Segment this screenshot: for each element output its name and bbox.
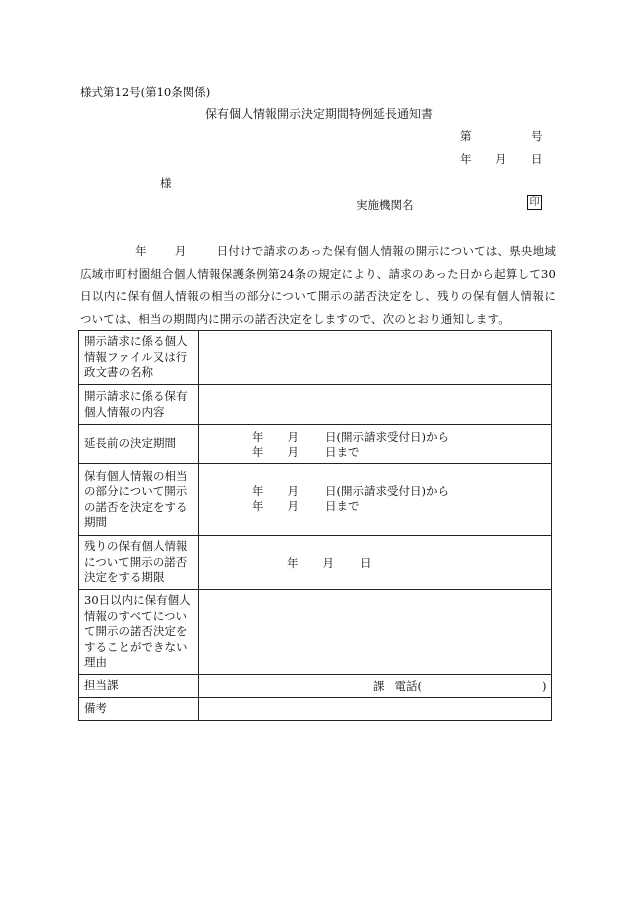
table-row bbox=[79, 464, 552, 536]
partial-period-label: 保有個人情報の相当の部分について開示の諾否を決定をする期間 bbox=[79, 464, 199, 536]
original-period-value[interactable] bbox=[199, 425, 552, 464]
body-month-label: 月 bbox=[174, 244, 187, 258]
table-row bbox=[79, 675, 552, 698]
remaining-deadline-value[interactable] bbox=[199, 536, 552, 590]
form-number: 様式第12号(第10条関係) bbox=[80, 85, 211, 99]
reason-value[interactable] bbox=[199, 590, 552, 675]
number-suffix: 号 bbox=[531, 129, 543, 143]
year-label: 年 bbox=[252, 484, 264, 498]
table-row bbox=[79, 385, 552, 425]
day-from-label: 日(開示請求受付日)から bbox=[325, 484, 449, 498]
day-until-label: 日まで bbox=[325, 445, 360, 459]
month-label: 月 bbox=[287, 445, 299, 459]
table-row bbox=[79, 698, 552, 721]
notice-body bbox=[80, 240, 556, 331]
info-content-label: 開示請求に係る保有個人情報の内容 bbox=[79, 385, 199, 425]
month-label: 月 bbox=[287, 484, 299, 498]
date-year-label: 年 bbox=[460, 152, 472, 166]
day-label: 日 bbox=[360, 555, 372, 570]
table-row bbox=[79, 590, 552, 675]
date-month-label: 月 bbox=[495, 152, 507, 166]
day-from-label: 日(開示請求受付日)から bbox=[325, 430, 449, 444]
table-row bbox=[79, 425, 552, 464]
agency-name-label: 実施機関名 bbox=[356, 198, 414, 212]
month-label: 月 bbox=[287, 430, 299, 444]
date-day-label: 日 bbox=[531, 152, 543, 166]
month-label: 月 bbox=[287, 499, 299, 513]
remarks-value[interactable] bbox=[199, 698, 552, 721]
reason-label: 30日以内に保有個人情報のすべてについて開示の諾否決定をすることができない理由 bbox=[79, 590, 199, 675]
file-name-label: 開示請求に係る個人情報ファイル又は行政文書の名称 bbox=[79, 331, 199, 385]
addressee-suffix: 様 bbox=[160, 176, 172, 190]
phone-close-paren: ) bbox=[542, 679, 547, 693]
seal-mark: 印 bbox=[527, 195, 542, 210]
table-row bbox=[79, 536, 552, 590]
year-label: 年 bbox=[287, 555, 299, 570]
department-value[interactable] bbox=[199, 675, 552, 698]
file-name-value[interactable] bbox=[199, 331, 552, 385]
day-until-label: 日まで bbox=[325, 499, 360, 513]
department-suffix: 課 bbox=[373, 679, 385, 693]
remarks-label: 備考 bbox=[79, 698, 199, 721]
table-row bbox=[79, 331, 552, 385]
remaining-deadline-label: 残りの保有個人情報について開示の諾否決定をする期限 bbox=[79, 536, 199, 590]
body-text: 日付けで請求のあった保有個人情報の開示については、県央地域広域市町村圏組合個人情報保護条例第24条の規定により、請求のあった日から起算して30日以内に保有個人情報の相当の部分について開示の諾否決定をし、残りの保有個人情報については、相当の期間内に開示の諾否決定をしますので、次のとおり通知します。 bbox=[80, 244, 557, 327]
department-label: 担当課 bbox=[79, 675, 199, 698]
body-year-label: 年 bbox=[135, 244, 147, 258]
notice-table bbox=[78, 330, 552, 721]
year-label: 年 bbox=[252, 430, 264, 444]
partial-period-value[interactable] bbox=[199, 464, 552, 536]
number-prefix: 第 bbox=[460, 129, 472, 143]
year-label: 年 bbox=[252, 445, 264, 459]
month-label: 月 bbox=[322, 555, 334, 570]
phone-label: 電話( bbox=[394, 679, 422, 693]
info-content-value[interactable] bbox=[199, 385, 552, 425]
original-period-label: 延長前の決定期間 bbox=[79, 425, 199, 464]
document-title: 保有個人情報開示決定期間特例延長通知書 bbox=[205, 107, 434, 121]
year-label: 年 bbox=[252, 499, 264, 513]
